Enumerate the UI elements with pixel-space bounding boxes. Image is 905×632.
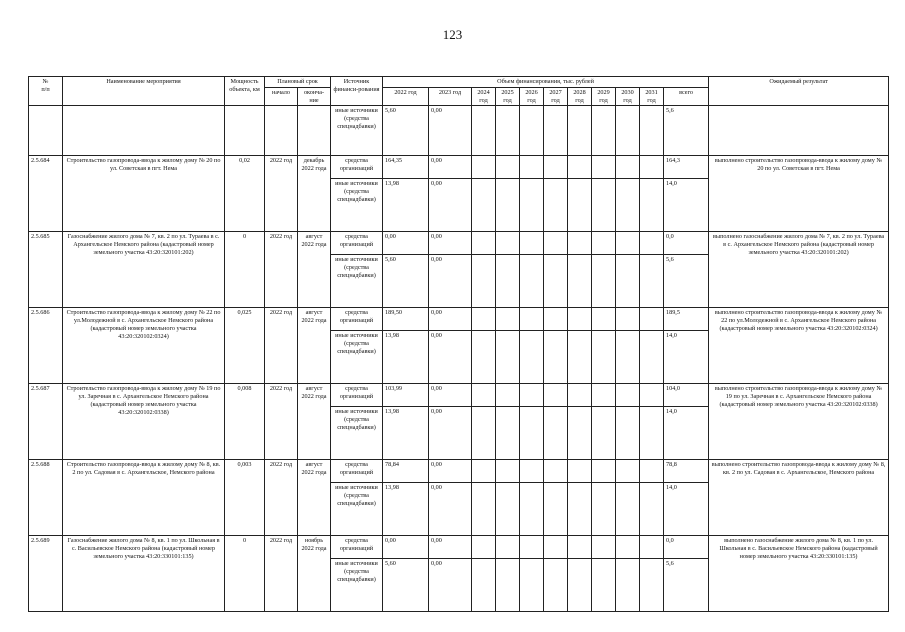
cell-total: 14,0: [664, 483, 709, 536]
cell-capacity: 0: [225, 536, 265, 612]
cell-total: 189,5: [664, 308, 709, 331]
cell-2031: [640, 536, 664, 559]
cell-2023: 0,00: [429, 559, 472, 612]
cell-name: Строительство газопровода-ввода к жилому дому № 19 по ул. Заречная в с. Архангельское Немского района (кадастровый номер земельного участка 43:20:320102:0338): [63, 384, 225, 460]
cell-2026: [520, 232, 544, 255]
cell-start: 2022 год: [265, 384, 298, 460]
cell-total: 5,6: [664, 106, 709, 156]
cell-end: август 2022 года: [298, 460, 331, 536]
cell-2027: [544, 255, 568, 308]
cell-2027: [544, 536, 568, 559]
header-year: 2022 год: [383, 87, 429, 106]
cell-capacity: [225, 106, 265, 156]
cell-2030: [616, 384, 640, 407]
table-row: [29, 384, 889, 407]
cell-2024: [472, 255, 496, 308]
cell-total: 5,6: [664, 559, 709, 612]
cell-2030: [616, 232, 640, 255]
header-result: Ожидаемый результат: [709, 77, 889, 106]
cell-2028: [568, 179, 592, 232]
cell-2023: 0,00: [429, 460, 472, 483]
cell-total: 164,3: [664, 156, 709, 179]
cell-2027: [544, 308, 568, 331]
header-year: 2023 год: [429, 87, 472, 106]
cell-2028: [568, 559, 592, 612]
cell-2022: 13,98: [383, 483, 429, 536]
cell-2030: [616, 536, 640, 559]
cell-2029: [592, 106, 616, 156]
cell-2022: 13,98: [383, 179, 429, 232]
cell-2029: [592, 407, 616, 460]
cell-2026: [520, 106, 544, 156]
cell-2028: [568, 536, 592, 559]
cell-end: [298, 106, 331, 156]
cell-name: Строительство газопровода-ввода к жилому дому № 8, кв. 2 по ул. Садовая в с. Архангельское, Немского района: [63, 460, 225, 536]
cell-start: 2022 год: [265, 308, 298, 384]
cell-result: выполнено газоснабжение жилого дома № 7, кв. 2 по ул. Тураева в с. Архангельское Немского района (кадастровый номер земельного участка 43:20:320101:202): [709, 232, 889, 308]
cell-2022: 0,00: [383, 232, 429, 255]
cell-2030: [616, 407, 640, 460]
cell-2028: [568, 460, 592, 483]
cell-num: 2.5.685: [29, 232, 63, 308]
cell-2027: [544, 559, 568, 612]
cell-2024: [472, 407, 496, 460]
cell-num: [29, 106, 63, 156]
cell-capacity: 0,025: [225, 308, 265, 384]
cell-2024: [472, 331, 496, 384]
cell-2025: [496, 156, 520, 179]
cell-capacity: 0,003: [225, 460, 265, 536]
cell-source: средства организаций: [331, 156, 383, 179]
cell-2030: [616, 156, 640, 179]
table-row: [29, 536, 889, 559]
cell-2029: [592, 331, 616, 384]
cell-2030: [616, 255, 640, 308]
cell-2024: [472, 384, 496, 407]
cell-result: выполнено строительство газопровода-ввода к жилому дому № 22 по ул.Молодежной в с. Архангельское Немского района (кадастровый номер земельного участка 43:20:320102:0324): [709, 308, 889, 384]
cell-2028: [568, 331, 592, 384]
cell-2031: [640, 106, 664, 156]
cell-2025: [496, 232, 520, 255]
cell-2030: [616, 559, 640, 612]
table-row: [29, 232, 889, 255]
cell-2026: [520, 179, 544, 232]
cell-2026: [520, 255, 544, 308]
cell-source: иные источники (средства спецнадбавки): [331, 331, 383, 384]
cell-start: [265, 106, 298, 156]
cell-2031: [640, 255, 664, 308]
cell-2026: [520, 460, 544, 483]
cell-2024: [472, 460, 496, 483]
cell-2025: [496, 255, 520, 308]
cell-2024: [472, 559, 496, 612]
cell-2024: [472, 232, 496, 255]
cell-source: средства организаций: [331, 536, 383, 559]
cell-2024: [472, 106, 496, 156]
cell-2029: [592, 156, 616, 179]
cell-2022: 164,35: [383, 156, 429, 179]
cell-2026: [520, 308, 544, 331]
table-row: [29, 156, 889, 179]
cell-2029: [592, 536, 616, 559]
cell-2023: 0,00: [429, 255, 472, 308]
cell-start: 2022 год: [265, 536, 298, 612]
cell-total: 0,0: [664, 232, 709, 255]
cell-total: 14,0: [664, 179, 709, 232]
cell-2031: [640, 483, 664, 536]
cell-result: выполнено строительство газопровода-ввода к жилому дому № 20 по ул. Советская в пгт. Нема: [709, 156, 889, 232]
cell-2023: 0,00: [429, 308, 472, 331]
cell-2026: [520, 483, 544, 536]
cell-2026: [520, 536, 544, 559]
cell-2022: 78,84: [383, 460, 429, 483]
cell-capacity: 0,008: [225, 384, 265, 460]
header-year: 2024 год: [472, 87, 496, 106]
cell-2023: 0,00: [429, 384, 472, 407]
cell-2030: [616, 308, 640, 331]
cell-2029: [592, 384, 616, 407]
cell-2022: 13,98: [383, 407, 429, 460]
cell-start: 2022 год: [265, 156, 298, 232]
cell-2030: [616, 460, 640, 483]
cell-2024: [472, 536, 496, 559]
financing-table: [28, 76, 889, 612]
cell-2022: 5,60: [383, 106, 429, 156]
cell-2029: [592, 255, 616, 308]
cell-2026: [520, 331, 544, 384]
cell-2025: [496, 460, 520, 483]
cell-2027: [544, 407, 568, 460]
cell-2022: 0,00: [383, 536, 429, 559]
cell-2026: [520, 407, 544, 460]
cell-2023: 0,00: [429, 331, 472, 384]
cell-2023: 0,00: [429, 179, 472, 232]
header-start: начало: [265, 87, 298, 106]
cell-name: Газоснабжение жилого дома № 8, кв. 1 по ул. Школьная в с. Васильевское Немского района (кадастровый номер земельного участка 43:20:330101:135): [63, 536, 225, 612]
cell-2030: [616, 179, 640, 232]
header-year: 2025 год: [496, 87, 520, 106]
cell-2024: [472, 308, 496, 331]
cell-2028: [568, 407, 592, 460]
cell-result: выполнено строительство газопровода-ввода к жилому дому № 8, кв. 2 по ул. Садовая в с. Архангельское, Немского района: [709, 460, 889, 536]
cell-2025: [496, 384, 520, 407]
cell-name: [63, 106, 225, 156]
cell-2028: [568, 483, 592, 536]
cell-2027: [544, 384, 568, 407]
cell-capacity: 0: [225, 232, 265, 308]
cell-end: ноябрь 2022 года: [298, 536, 331, 612]
header-num: № п/п: [29, 77, 63, 106]
header-volume: Объем финансирования, тыс. рублей: [383, 77, 709, 88]
cell-2025: [496, 483, 520, 536]
cell-2023: 0,00: [429, 483, 472, 536]
cell-source: иные источники (средства спецнадбавки): [331, 255, 383, 308]
table-body: [29, 106, 889, 612]
cell-2027: [544, 460, 568, 483]
cell-total: 0,0: [664, 536, 709, 559]
cell-2028: [568, 308, 592, 331]
cell-2028: [568, 156, 592, 179]
cell-num: 2.5.688: [29, 460, 63, 536]
cell-2022: 103,99: [383, 384, 429, 407]
cell-2029: [592, 232, 616, 255]
cell-source: средства организаций: [331, 460, 383, 483]
cell-2025: [496, 106, 520, 156]
cell-end: декабрь 2022 года: [298, 156, 331, 232]
header-plan-term: Плановый срок: [265, 77, 331, 88]
cell-2028: [568, 384, 592, 407]
cell-2028: [568, 106, 592, 156]
cell-2025: [496, 308, 520, 331]
cell-total: 14,0: [664, 407, 709, 460]
cell-2030: [616, 106, 640, 156]
header-end: оконча-ние: [298, 87, 331, 106]
cell-2027: [544, 156, 568, 179]
cell-2029: [592, 483, 616, 536]
cell-2027: [544, 179, 568, 232]
cell-2023: 0,00: [429, 407, 472, 460]
cell-num: 2.5.686: [29, 308, 63, 384]
header-year: 2028 год: [568, 87, 592, 106]
cell-2027: [544, 331, 568, 384]
cell-source: иные источники (средства спецнадбавки): [331, 179, 383, 232]
cell-2029: [592, 179, 616, 232]
cell-2025: [496, 536, 520, 559]
cell-2023: 0,00: [429, 106, 472, 156]
cell-2025: [496, 559, 520, 612]
header-year: 2031 год: [640, 87, 664, 106]
cell-2026: [520, 156, 544, 179]
header-name: Наименование мероприятия: [63, 77, 225, 106]
cell-2031: [640, 384, 664, 407]
cell-source: средства организаций: [331, 308, 383, 331]
table-row-continued: [29, 106, 889, 156]
cell-total: 14,0: [664, 331, 709, 384]
cell-2031: [640, 308, 664, 331]
cell-2031: [640, 232, 664, 255]
cell-2031: [640, 559, 664, 612]
cell-source: иные источники (средства спецнадбавки): [331, 106, 383, 156]
cell-end: август 2022 года: [298, 308, 331, 384]
cell-result: выполнено строительство газопровода-ввода к жилому дому № 19 по ул. Заречная в с. Архангельское Немского района (кадастровый номер земельного участка 43:20:320102:0338): [709, 384, 889, 460]
cell-start: 2022 год: [265, 232, 298, 308]
cell-source: иные источники (средства спецнадбавки): [331, 483, 383, 536]
cell-2031: [640, 460, 664, 483]
cell-2023: 0,00: [429, 232, 472, 255]
cell-name: Газоснабжение жилого дома № 7, кв. 2 по ул. Тураева в с. Архангельское Немского района (кадастровый номер земельного участка 43:20:320101:202): [63, 232, 225, 308]
cell-source: средства организаций: [331, 232, 383, 255]
cell-2027: [544, 232, 568, 255]
cell-2024: [472, 156, 496, 179]
cell-name: Строительство газопровода-ввода к жилому дому № 20 по ул. Советская в пгт. Нема: [63, 156, 225, 232]
cell-2028: [568, 232, 592, 255]
header-row-1: [29, 77, 889, 88]
cell-2031: [640, 156, 664, 179]
cell-num: 2.5.684: [29, 156, 63, 232]
cell-2025: [496, 407, 520, 460]
cell-2025: [496, 179, 520, 232]
header-year: 2029 год: [592, 87, 616, 106]
cell-source: средства организаций: [331, 384, 383, 407]
cell-2023: 0,00: [429, 536, 472, 559]
page-number: 123: [442, 27, 463, 42]
cell-2025: [496, 331, 520, 384]
cell-2029: [592, 559, 616, 612]
header-sources: Источник финанси-рования: [331, 77, 383, 106]
cell-2024: [472, 483, 496, 536]
cell-2026: [520, 384, 544, 407]
cell-total: 78,8: [664, 460, 709, 483]
cell-2026: [520, 559, 544, 612]
cell-2027: [544, 106, 568, 156]
cell-result: выполнено газоснабжение жилого дома № 8, кв. 1 по ул. Школьная в с. Васильевское Немского района (кадастровый номер земельного участка 43:20:330101:135): [709, 536, 889, 612]
header-year: 2026 год: [520, 87, 544, 106]
cell-2024: [472, 179, 496, 232]
cell-num: 2.5.687: [29, 384, 63, 460]
cell-source: иные источники (средства спецнадбавки): [331, 407, 383, 460]
cell-start: 2022 год: [265, 460, 298, 536]
header-year: 2030 год: [616, 87, 640, 106]
header-total: всего: [664, 87, 709, 106]
cell-end: август 2022 года: [298, 384, 331, 460]
cell-2027: [544, 483, 568, 536]
cell-total: 104,0: [664, 384, 709, 407]
header-capacity: Мощность объекта, км: [225, 77, 265, 106]
cell-2031: [640, 331, 664, 384]
cell-2030: [616, 331, 640, 384]
cell-num: 2.5.689: [29, 536, 63, 612]
cell-2029: [592, 460, 616, 483]
cell-2022: 5,60: [383, 255, 429, 308]
cell-name: Строительство газопровода-ввода к жилому дому № 22 по ул.Молодежной в с. Архангельское Немского района (кадастровый номер земельного участка 43:20:320102:0324): [63, 308, 225, 384]
cell-total: 5,6: [664, 255, 709, 308]
cell-source: иные источники (средства спецнадбавки): [331, 559, 383, 612]
cell-2023: 0,00: [429, 156, 472, 179]
cell-2022: 13,98: [383, 331, 429, 384]
cell-2030: [616, 483, 640, 536]
cell-2022: 5,60: [383, 559, 429, 612]
header-year: 2027 год: [544, 87, 568, 106]
cell-2031: [640, 179, 664, 232]
cell-capacity: 0,02: [225, 156, 265, 232]
cell-2029: [592, 308, 616, 331]
table-row: [29, 308, 889, 331]
cell-2028: [568, 255, 592, 308]
cell-end: август 2022 года: [298, 232, 331, 308]
cell-2022: 189,50: [383, 308, 429, 331]
cell-result: [709, 106, 889, 156]
table-row: [29, 460, 889, 483]
cell-2031: [640, 407, 664, 460]
